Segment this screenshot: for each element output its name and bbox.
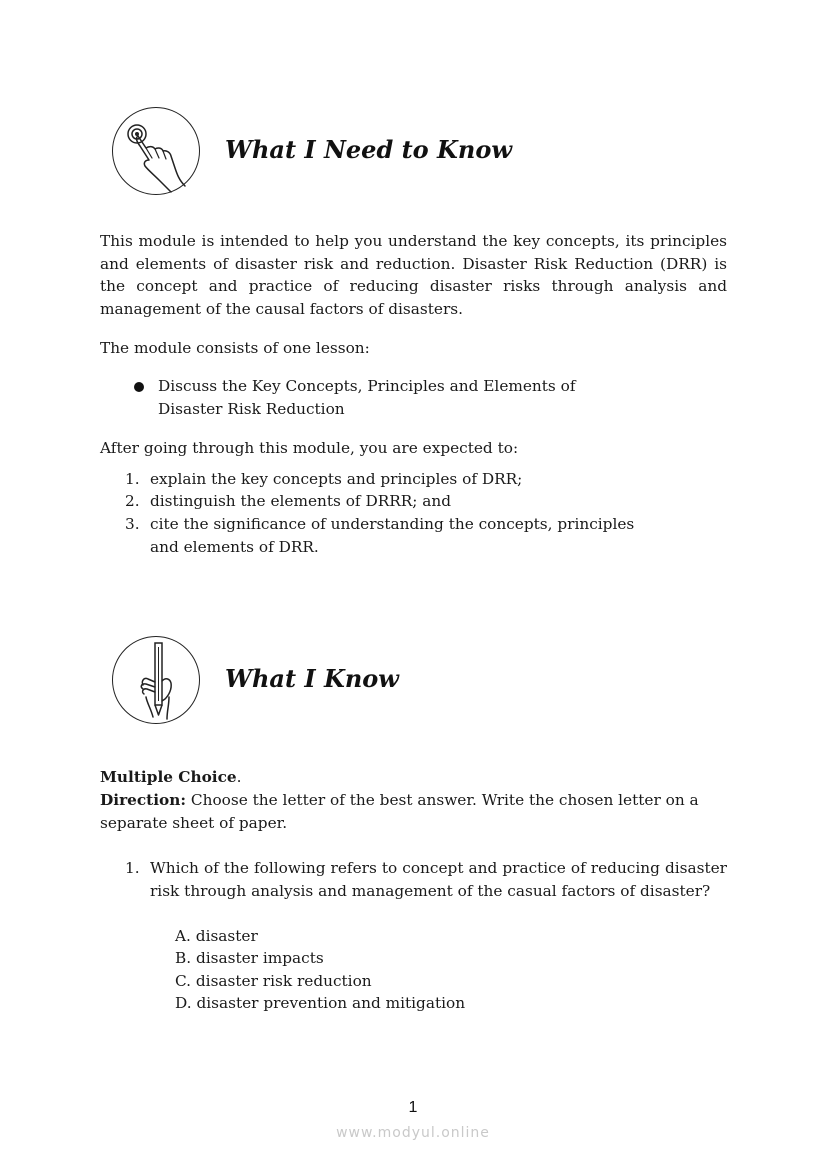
question-number: 1. bbox=[125, 859, 140, 877]
lesson-item-line2: Disaster Risk Reduction bbox=[158, 400, 345, 418]
objective-number: 2. bbox=[125, 492, 140, 510]
multiple-choice-heading bbox=[100, 766, 242, 789]
objective-text: explain the key concepts and principles of DRR; bbox=[150, 470, 523, 488]
objective-number: 3. bbox=[125, 515, 140, 533]
answer-option: B. disaster impacts bbox=[175, 949, 324, 967]
answer-option: C. disaster risk reduction bbox=[175, 972, 372, 990]
direction-paragraph bbox=[100, 789, 727, 834]
module-intro-paragraph: This module is intended to help you understand the key concepts, its principles and elements of disaster risk and reduction. Disaster Risk Reduction (DRR) is the concept and practice of reducing disaster risks through analysis and management of the causal factors of disasters. bbox=[100, 232, 727, 318]
answer-option: A. disaster bbox=[175, 927, 258, 945]
lesson-item-line1: Discuss the Key Concepts, Principles and Elements of bbox=[158, 377, 576, 395]
objective-text-line1: cite the significance of understanding the concepts, principles bbox=[150, 515, 635, 533]
objective-number: 1. bbox=[125, 470, 140, 488]
lesson-intro-text: The module consists of one lesson: bbox=[100, 339, 370, 357]
multiple-choice-label: Multiple Choice bbox=[100, 768, 237, 786]
watermark-text: www.modyul.online bbox=[336, 1125, 490, 1141]
expectations-intro-text: After going through this module, you are expected to: bbox=[100, 439, 519, 457]
hand-touch-icon bbox=[112, 107, 200, 195]
hand-pencil-icon bbox=[112, 636, 200, 724]
objective-text: distinguish the elements of DRRR; and bbox=[150, 492, 452, 510]
answer-option: D. disaster prevention and mitigation bbox=[175, 994, 466, 1012]
page-number: 1 bbox=[408, 1099, 418, 1116]
bullet-icon bbox=[134, 382, 144, 392]
direction-label: Direction: bbox=[100, 791, 187, 809]
section-title-what-i-need-to-know: What I Need to Know bbox=[225, 135, 513, 164]
section-title-what-i-know: What I Know bbox=[225, 664, 399, 693]
direction-text: Choose the letter of the best answer. Write the chosen letter on a separate sheet of paper. bbox=[100, 791, 699, 832]
objective-text-line2: and elements of DRR. bbox=[150, 538, 319, 556]
question-text: Which of the following refers to concept and practice of reducing disaster risk through analysis and management of the casual factors of disaster? bbox=[150, 859, 727, 900]
multiple-choice-period: . bbox=[236, 768, 242, 786]
